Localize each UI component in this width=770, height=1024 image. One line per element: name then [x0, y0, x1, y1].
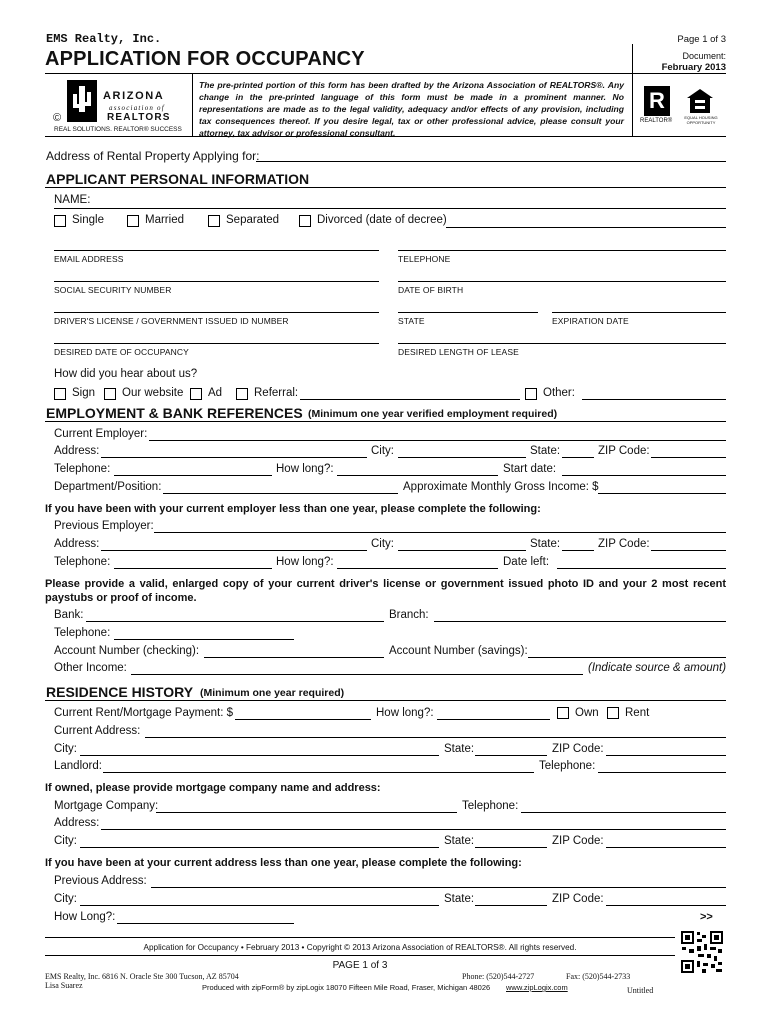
if-owned-note: If owned, please provide mortgage company name and address:: [45, 782, 381, 794]
company-name: EMS Realty, Inc.: [46, 32, 162, 46]
own-label: Own: [575, 707, 599, 719]
employer-zip-field[interactable]: [651, 457, 726, 458]
rent-label: Rent: [625, 707, 650, 719]
married-label: Married: [145, 214, 184, 226]
current-address-label: Current Address:: [54, 725, 141, 737]
income-field[interactable]: [598, 493, 726, 494]
mortgage-telephone-label: Telephone:: [462, 800, 519, 812]
landlord-telephone-field[interactable]: [598, 772, 726, 773]
expiration-field[interactable]: [552, 312, 726, 313]
prev-employer-howlong-label: How long?:: [276, 556, 334, 568]
footer-page: PAGE 1 of 3: [332, 960, 388, 971]
previous-state-field[interactable]: [475, 905, 547, 906]
dob-field[interactable]: [398, 281, 726, 282]
divorced-checkbox[interactable]: [299, 215, 311, 227]
payment-label: Current Rent/Mortgage Payment: $: [54, 707, 233, 719]
employer-address-field[interactable]: [101, 457, 367, 458]
mortgage-zip-field[interactable]: [606, 847, 726, 848]
residence-less-than-year-note: If you have been at your current address less than one year, please complete the following:: [45, 857, 522, 869]
arizona-logo-icon: [65, 78, 99, 124]
sign-checkbox[interactable]: [54, 388, 66, 400]
ad-label: Ad: [208, 387, 223, 399]
occupancy-date-label: DESIRED DATE OF OCCUPANCY: [54, 347, 189, 357]
hear-about-label: How did you hear about us?: [54, 368, 198, 380]
prev-employer-telephone-label: Telephone:: [54, 556, 111, 568]
footer-phone: Phone: (520)544-2727: [462, 972, 535, 981]
footer-website-link[interactable]: www.zipLogix.com: [506, 983, 568, 992]
divorced-label: Divorced (date of decree): [317, 214, 447, 226]
prev-employer-zip-label: ZIP Code:: [598, 538, 650, 550]
email-label: EMAIL ADDRESS: [54, 254, 124, 264]
checking-label: Account Number (checking):: [54, 645, 200, 657]
equal-housing-icon: [686, 88, 714, 114]
prev-employer-zip-field[interactable]: [651, 550, 726, 551]
referral-label: Referral:: [254, 387, 299, 399]
employer-telephone-field[interactable]: [114, 475, 272, 476]
landlord-field[interactable]: [103, 772, 534, 773]
logo-box: [45, 74, 193, 136]
license-label: DRIVER'S LICENSE / GOVERNMENT ISSUED ID NUMBER: [54, 316, 289, 326]
mortgage-state-field[interactable]: [475, 847, 547, 848]
employer-howlong-label: How long?:: [276, 463, 334, 475]
page-indicator: Page 1 of 3: [677, 34, 726, 45]
employer-city-field[interactable]: [398, 457, 526, 458]
website-checkbox[interactable]: [104, 388, 116, 400]
mortgage-city-field[interactable]: [80, 847, 439, 848]
start-date-field[interactable]: [562, 475, 726, 476]
sign-label: Sign: [72, 387, 96, 399]
married-checkbox[interactable]: [127, 215, 139, 227]
footer-fax: Fax: (520)544-2733: [566, 972, 631, 981]
prev-employer-city-field[interactable]: [398, 550, 526, 551]
disclaimer-text: The pre-printed portion of this form has been drafted by the Arizona Association of REALTORS®. Any change in the pre-printed language of this form must be made in a prominent manner. No representations are made as to the legal validity, adequacy and/or effects of any provision, including tax consequences thereof. If you desire legal, tax or other professional advice, please consult your attorney, tax advisor or professional consultant.: [199, 80, 624, 138]
previous-state-label: State:: [444, 893, 475, 905]
bank-telephone-label: Telephone:: [54, 627, 111, 639]
previous-employer-label: Previous Employer:: [54, 520, 154, 532]
logo-realtors: REALTORS: [107, 112, 171, 123]
referral-checkbox[interactable]: [236, 388, 248, 400]
mortgage-address-field[interactable]: [101, 829, 726, 830]
previous-address-label: Previous Address:: [54, 875, 147, 887]
start-date-label: Start date:: [503, 463, 557, 475]
checking-field[interactable]: [204, 657, 384, 658]
footer-copyright: Application for Occupancy • February 2013 • Copyright © 2013 Arizona Association of REALTORS®. All rights reserved.: [143, 943, 577, 952]
single-label: Single: [72, 214, 104, 226]
previous-zip-field[interactable]: [606, 905, 726, 906]
savings-label: Account Number (savings):: [389, 645, 528, 657]
mortgage-company-label: Mortgage Company:: [54, 800, 159, 812]
department-field[interactable]: [163, 493, 398, 494]
bank-field[interactable]: [86, 621, 384, 622]
employer-less-than-year-note: If you have been with your current employer less than one year, please complete the following:: [45, 503, 541, 515]
prev-employer-address-label: Address:: [54, 538, 100, 550]
employer-city-label: City:: [371, 445, 394, 457]
separated-checkbox[interactable]: [208, 215, 220, 227]
document-label: Document:: [682, 51, 726, 61]
separated-label: Separated: [226, 214, 280, 226]
referral-field[interactable]: [300, 399, 520, 400]
logo-association: association of: [109, 104, 165, 112]
id-requirement-note: Please provide a valid, enlarged copy of your current driver's license or government issued photo ID and your 2 most recent paystubs or proof of income.: [45, 578, 726, 604]
residence-city-label: City:: [54, 743, 77, 755]
mortgage-zip-label: ZIP Code:: [552, 835, 604, 847]
mortgage-telephone-field[interactable]: [521, 812, 726, 813]
department-label: Department/Position:: [54, 481, 162, 493]
residence-howlong-field[interactable]: [437, 719, 550, 720]
footer-file-name: Untitled: [627, 986, 654, 995]
other-checkbox[interactable]: [525, 388, 537, 400]
landlord-telephone-label: Telephone:: [539, 760, 596, 772]
previous-howlong-label: How Long?:: [54, 911, 116, 923]
residence-zip-field[interactable]: [606, 755, 726, 756]
footer-office: EMS Realty, Inc. 6816 N. Oracle Ste 300 Tucson, AZ 85704: [45, 972, 239, 981]
bank-telephone-field[interactable]: [114, 639, 294, 640]
mortgage-address-label: Address:: [54, 817, 100, 829]
own-checkbox[interactable]: [557, 707, 569, 719]
prev-employer-telephone-field[interactable]: [114, 568, 272, 569]
other-label: Other:: [543, 387, 575, 399]
rental-address-field[interactable]: [256, 161, 726, 162]
residence-zip-label: ZIP Code:: [552, 743, 604, 755]
name-label: NAME:: [54, 194, 91, 206]
residence-state-field[interactable]: [475, 755, 547, 756]
employer-address-label: Address:: [54, 445, 100, 457]
branch-field[interactable]: [434, 621, 726, 622]
date-left-label: Date left:: [503, 556, 550, 568]
eho-label: EQUAL HOUSING OPPORTUNITY: [684, 115, 718, 125]
document-date: February 2013: [661, 62, 726, 73]
savings-field[interactable]: [528, 657, 726, 658]
employer-state-label: State:: [530, 445, 561, 457]
mortgage-city-label: City:: [54, 835, 77, 847]
date-left-field[interactable]: [557, 568, 726, 569]
previous-city-label: City:: [54, 893, 77, 905]
bank-label: Bank:: [54, 609, 84, 621]
telephone-label: TELEPHONE: [398, 254, 451, 264]
residence-city-field[interactable]: [80, 755, 439, 756]
ssn-field[interactable]: [54, 281, 379, 282]
rental-address-label: Address of Rental Property Applying for:: [46, 149, 260, 163]
residence-subheading: (Minimum one year required): [200, 687, 345, 699]
license-state-field[interactable]: [398, 312, 538, 313]
prev-employer-howlong-field[interactable]: [337, 568, 498, 569]
employer-telephone-label: Telephone:: [54, 463, 111, 475]
ad-checkbox[interactable]: [190, 388, 202, 400]
name-field[interactable]: [54, 208, 726, 209]
personal-section-heading: APPLICANT PERSONAL INFORMATION: [46, 171, 310, 187]
other-income-field[interactable]: [131, 674, 583, 675]
current-employer-label: Current Employer:: [54, 428, 148, 440]
realtor-label: REALTOR®: [640, 118, 673, 124]
previous-employer-field[interactable]: [154, 532, 726, 533]
lease-length-label: DESIRED LENGTH OF LEASE: [398, 347, 519, 357]
income-label: Approximate Monthly Gross Income: $: [403, 481, 599, 493]
employer-zip-label: ZIP Code:: [598, 445, 650, 457]
page-title: APPLICATION FOR OCCUPANCY: [45, 48, 365, 70]
copyright-symbol: ©: [53, 112, 62, 124]
license-state-label: STATE: [398, 316, 425, 326]
employer-state-field[interactable]: [562, 457, 594, 458]
occupancy-date-field[interactable]: [54, 343, 379, 344]
single-checkbox[interactable]: [54, 215, 66, 227]
employment-subheading: (Minimum one year verified employment required): [308, 408, 558, 420]
branch-label: Branch:: [389, 609, 429, 621]
residence-state-label: State:: [444, 743, 475, 755]
previous-address-field[interactable]: [151, 887, 726, 888]
landlord-label: Landlord:: [54, 760, 102, 772]
footer-agent: Lisa Suarez: [45, 981, 83, 990]
prev-employer-address-field[interactable]: [101, 550, 367, 551]
payment-field[interactable]: [235, 719, 371, 720]
prev-employer-state-label: State:: [530, 538, 561, 550]
email-field[interactable]: [54, 250, 379, 251]
dob-label: DATE OF BIRTH: [398, 285, 464, 295]
divorce-date-field[interactable]: [446, 227, 726, 228]
mortgage-state-label: State:: [444, 835, 475, 847]
current-address-field[interactable]: [145, 737, 726, 738]
realtor-r-icon: R: [644, 86, 670, 116]
footer-produced: Produced with zipForm® by zipLogix 18070 Fifteen Mile Road, Fraser, Michigan 48026: [202, 983, 491, 992]
lease-length-field[interactable]: [398, 343, 726, 344]
current-employer-field[interactable]: [149, 440, 726, 441]
license-field[interactable]: [54, 312, 379, 313]
rent-checkbox[interactable]: [607, 707, 619, 719]
mortgage-company-field[interactable]: [156, 812, 457, 813]
logo-arizona: ARIZONA: [103, 90, 165, 102]
qr-code-icon: [680, 930, 724, 974]
telephone-field[interactable]: [398, 250, 726, 251]
website-label: Our website: [122, 387, 184, 399]
logo-tagline: REAL SOLUTIONS. REALTOR® SUCCESS: [54, 126, 182, 133]
previous-howlong-field[interactable]: [117, 923, 294, 924]
expiration-label: EXPIRATION DATE: [552, 316, 629, 326]
previous-zip-label: ZIP Code:: [552, 893, 604, 905]
continue-arrow: >>: [700, 911, 713, 923]
other-field[interactable]: [582, 399, 726, 400]
other-income-label: Other Income:: [54, 662, 127, 674]
previous-city-field[interactable]: [80, 905, 439, 906]
employment-section-heading: EMPLOYMENT & BANK REFERENCES: [46, 405, 303, 421]
ssn-label: SOCIAL SECURITY NUMBER: [54, 285, 172, 295]
residence-section-heading: RESIDENCE HISTORY: [46, 684, 194, 700]
employer-howlong-field[interactable]: [337, 475, 498, 476]
other-income-note: (Indicate source & amount): [588, 662, 727, 674]
prev-employer-city-label: City:: [371, 538, 394, 550]
prev-employer-state-field[interactable]: [562, 550, 594, 551]
residence-howlong-label: How long?:: [376, 707, 434, 719]
